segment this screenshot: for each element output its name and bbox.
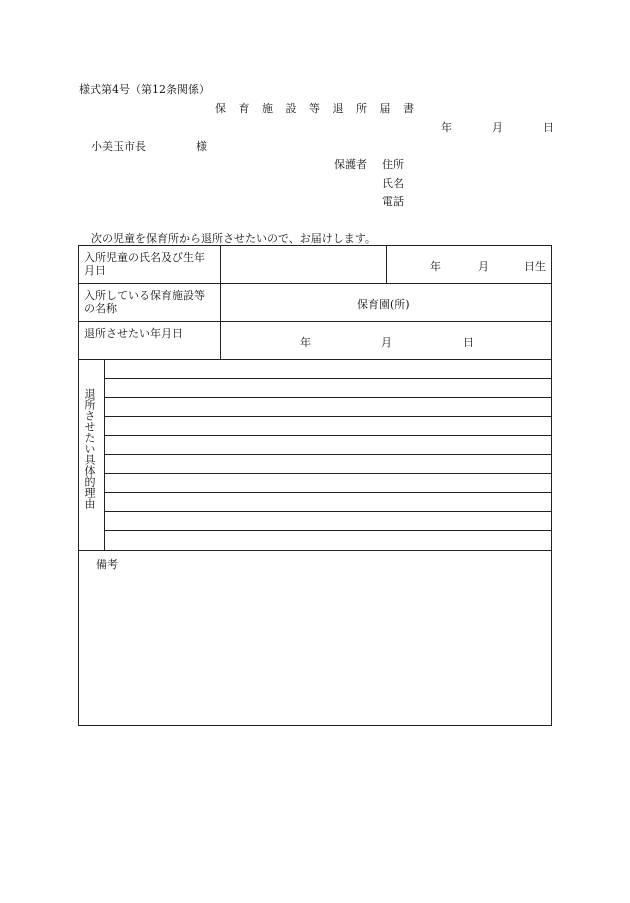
table-divider	[78, 321, 552, 322]
withdrawal-year: 年	[300, 336, 311, 349]
date-year: 年	[441, 121, 452, 134]
reason-line	[104, 473, 552, 474]
reason-line	[104, 416, 552, 417]
facility-label: 入所している保育施設等の名称	[84, 289, 205, 315]
withdrawal-date-label: 退所させたい年月日	[84, 327, 183, 340]
withdrawal-day: 日	[463, 336, 474, 349]
reason-line	[104, 454, 552, 455]
guardian-name-label: 氏名	[382, 177, 404, 190]
addressee: 小美玉市長	[91, 140, 146, 153]
reason-line	[104, 435, 552, 436]
birth-day: 日生	[524, 260, 546, 273]
intro-text: 次の児童を保育所から退所させたいので、お届けします。	[91, 232, 376, 245]
table-divider	[104, 359, 105, 550]
remarks-label: 備考	[96, 558, 118, 571]
guardian-label: 保護者	[334, 158, 367, 171]
reason-line	[104, 397, 552, 398]
reason-line	[104, 378, 552, 379]
birth-month: 月	[478, 260, 489, 273]
guardian-phone-label: 電話	[382, 195, 404, 208]
table-divider	[78, 359, 552, 360]
table-divider	[220, 245, 221, 359]
date-day: 日	[543, 121, 554, 134]
table-divider	[78, 550, 552, 551]
child-name-label: 入所児童の氏名及び生年月日	[84, 251, 205, 277]
birth-year: 年	[430, 260, 441, 273]
table-divider	[386, 245, 387, 283]
facility-name: 保育園(所)	[357, 298, 410, 311]
form-number: 様式第4号（第12条関係）	[79, 83, 210, 96]
reason-label: 退所させたい具体的理由	[83, 388, 96, 509]
table-divider	[78, 283, 552, 284]
reason-line	[104, 511, 552, 512]
guardian-address-label: 住所	[382, 158, 404, 171]
submission-date	[441, 119, 554, 135]
form-table	[78, 245, 552, 726]
reason-line	[104, 492, 552, 493]
form-title: 保 育 施 設 等 退 所 届 書	[215, 102, 417, 115]
withdrawal-month: 月	[381, 336, 392, 349]
date-month: 月	[492, 121, 503, 134]
reason-line	[104, 530, 552, 531]
honorific: 様	[196, 140, 207, 153]
